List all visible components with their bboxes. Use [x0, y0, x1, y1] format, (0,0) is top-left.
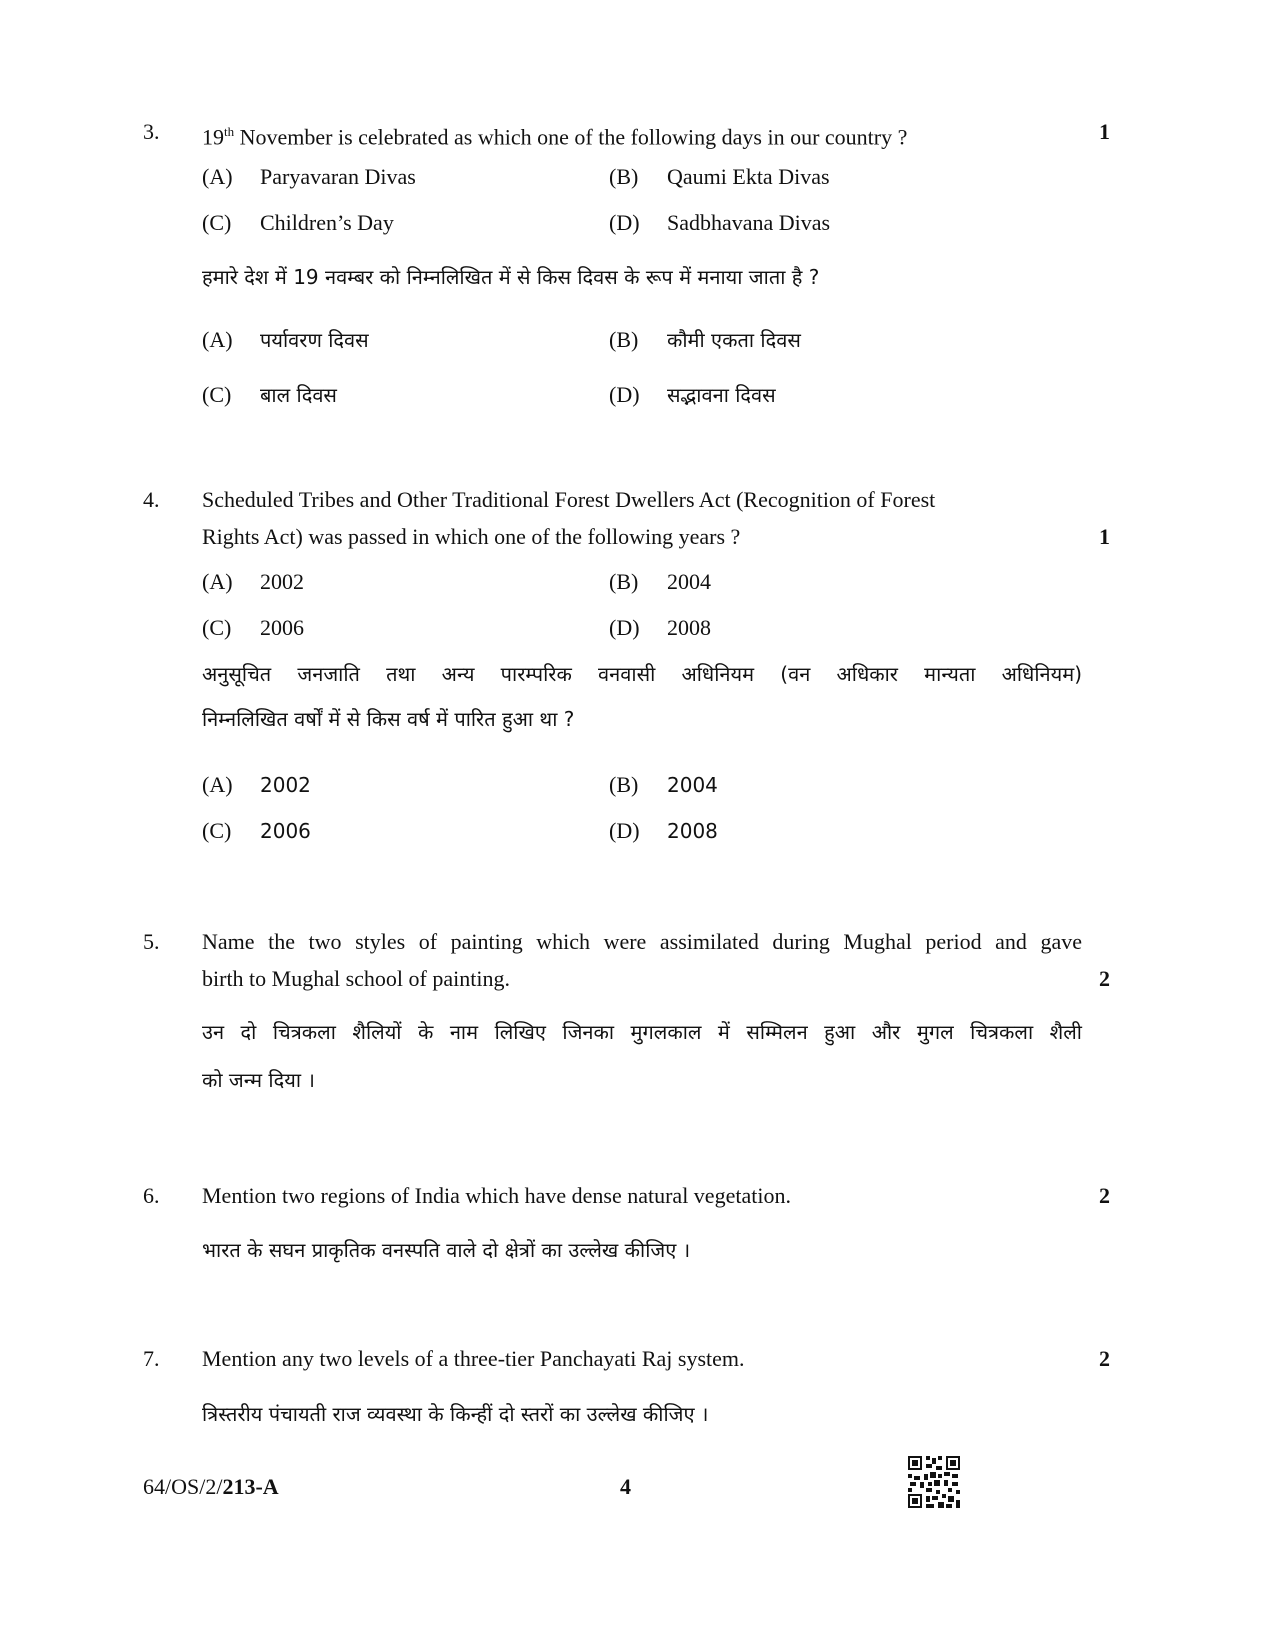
qr-code-icon — [908, 1456, 960, 1508]
marks: 2 — [1099, 1346, 1110, 1371]
question-number: 6. — [143, 1183, 160, 1208]
option-a-hindi: (A) 2002 — [202, 772, 311, 797]
option-b-hindi: (B) कौमी एकता दिवस — [609, 327, 801, 352]
option-c-hindi: (C) बाल दिवस — [202, 382, 337, 407]
option-a-hindi: (A) पर्यावरण दिवस — [202, 327, 369, 352]
question-text-hindi-line-2: निम्नलिखित वर्षों में से किस वर्ष में पारित हुआ था ? — [202, 707, 575, 731]
paper-code: 64/OS/2/213-A — [143, 1474, 279, 1499]
question-number: 7. — [143, 1346, 160, 1371]
option-b-hindi: (B) 2004 — [609, 772, 718, 797]
marks: 2 — [1099, 966, 1110, 991]
option-c-hindi: (C) 2006 — [202, 818, 311, 843]
option-c: (C) Children’s Day — [202, 210, 394, 235]
option-b: (B) 2004 — [609, 569, 711, 594]
option-a: (A) Paryavaran Divas — [202, 164, 416, 189]
option-c: (C) 2006 — [202, 615, 304, 640]
question-text-hindi: भारत के सघन प्राकृतिक वनस्पति वाले दो क्षेत्रों का उल्लेख कीजिए । — [202, 1238, 691, 1262]
option-a: (A) 2002 — [202, 569, 304, 594]
option-d-hindi: (D) 2008 — [609, 818, 718, 843]
question-number: 5. — [143, 929, 160, 954]
question-text-hindi-line-2: को जन्म दिया । — [202, 1068, 315, 1092]
option-d-hindi: (D) सद्भावना दिवस — [609, 382, 776, 407]
question-number: 3. — [143, 119, 160, 144]
question-number: 4. — [143, 487, 160, 512]
option-d: (D) Sadbhavana Divas — [609, 210, 831, 235]
question-text-line-1: Name the two styles of painting which were assimilated during Mughal period and gave — [202, 929, 1082, 954]
question-text: Mention two regions of India which have dense natural vegetation. — [202, 1183, 791, 1208]
question-text: Mention any two levels of a three-tier Panchayati Raj system. — [202, 1346, 745, 1371]
question-text-hindi-line-1: अनुसूचित जनजाति तथा अन्य पारम्परिक वनवासी अधिनियम (वन अधिकार मान्यता अधिनियम) — [202, 662, 1082, 686]
marks: 1 — [1099, 119, 1110, 144]
question-text-line-2: Rights Act) was passed in which one of the following years ? — [202, 524, 741, 549]
marks: 2 — [1099, 1183, 1110, 1208]
option-b: (B) Qaumi Ekta Divas — [609, 164, 830, 189]
question-text-hindi: हमारे देश में 19 नवम्बर को निम्नलिखित में से किस दिवस के रूप में मनाया जाता है ? — [202, 265, 820, 289]
question-text-hindi-line-1: उन दो चित्रकला शैलियों के नाम लिखिए जिनका मुगलकाल में सम्मिलन हुआ और मुगल चित्रकला शैली — [202, 1020, 1082, 1044]
question-text-line-2: birth to Mughal school of painting. — [202, 966, 510, 991]
option-d: (D) 2008 — [609, 615, 711, 640]
page-number: 4 — [620, 1474, 631, 1499]
marks: 1 — [1099, 524, 1110, 549]
question-text: 19th November is celebrated as which one of the following days in our country ? — [202, 124, 908, 150]
question-text-line-1: Scheduled Tribes and Other Traditional Forest Dwellers Act (Recognition of Forest — [202, 487, 936, 512]
question-text-hindi: त्रिस्तरीय पंचायती राज व्यवस्था के किन्हीं दो स्तरों का उल्लेख कीजिए । — [202, 1402, 709, 1426]
